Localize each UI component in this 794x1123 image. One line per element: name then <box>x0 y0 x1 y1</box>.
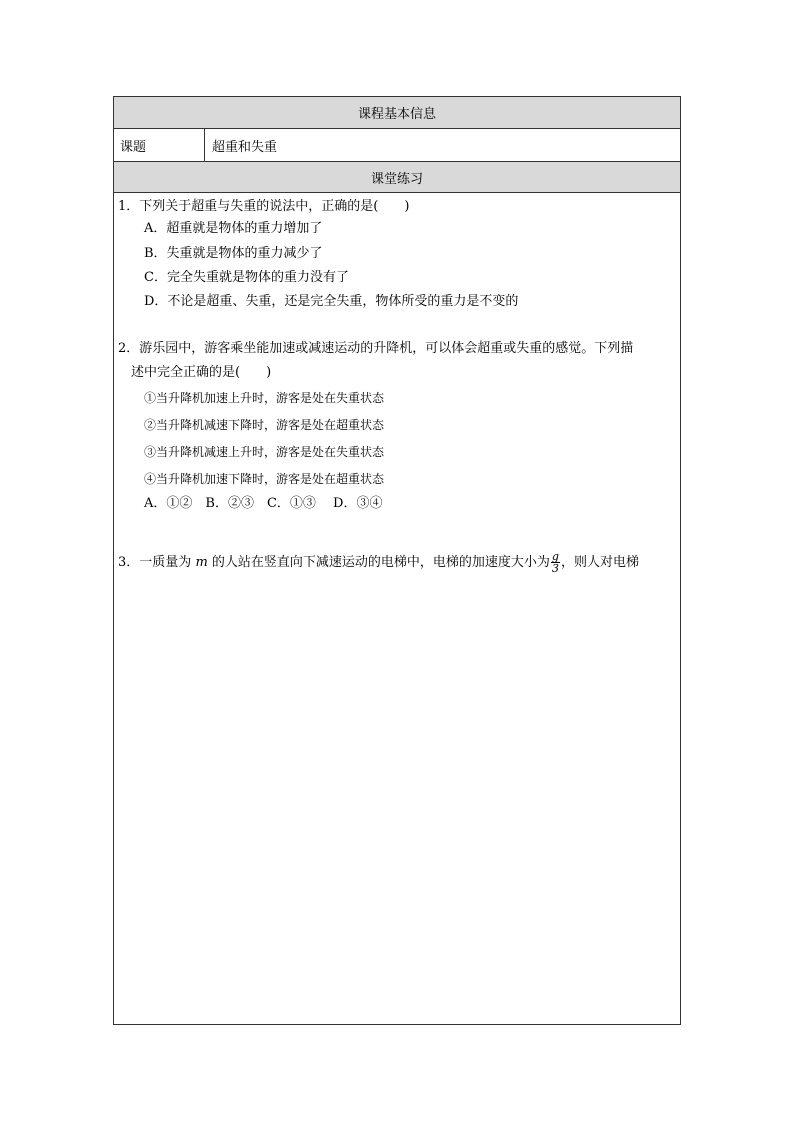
mass-symbol: m <box>195 555 208 570</box>
question-2-stem-continued: 述中完全正确的是( ) <box>131 365 272 380</box>
question-text: 游乐园中，游客乘坐能加速或减速运动的升降机，可以体会超重或失重的感觉。下列描 <box>139 341 634 356</box>
q2-statement-4: ④当升降机加速下降时，游客是处在超重状态 <box>144 472 385 486</box>
fraction-numerator: g <box>551 550 559 563</box>
question-text-part1: 一质量为 <box>139 555 192 570</box>
q1-option-b: B．失重就是物体的重力减少了 <box>144 246 323 261</box>
q2-statement-3: ③当升降机减速上升时，游客是处在失重状态 <box>144 445 385 459</box>
fraction-denominator: 3 <box>551 562 559 575</box>
exercise-content <box>118 194 676 1024</box>
question-text-part3: ，则人对电梯 <box>560 555 639 570</box>
q1-option-a: A．超重就是物体的重力增加了 <box>144 221 323 236</box>
question-text: 下列关于超重与失重的说法中，正确的是( ) <box>139 199 410 214</box>
worksheet-table <box>113 96 681 1025</box>
section-title: 课堂练习 <box>370 171 423 187</box>
q2-choices: A．①② B．②③ C．①③ D．③④ <box>144 496 383 511</box>
question-1-stem <box>118 196 409 218</box>
q2-statement-1: ①当升降机加速上升时，游客是处在失重状态 <box>144 391 385 405</box>
section-header-exercises <box>114 161 680 193</box>
question-number: 3． <box>118 555 140 570</box>
question-text-part2: 的人站在竖直向下减速运动的电梯中，电梯的加速度大小为 <box>211 555 550 570</box>
question-2-stem <box>118 338 633 360</box>
question-number: 1． <box>118 199 140 214</box>
topic-value: 超重和失重 <box>212 139 278 155</box>
question-number: 2． <box>118 341 140 356</box>
topic-label: 课题 <box>114 129 205 161</box>
topic-row <box>114 129 680 161</box>
q1-option-c: C．完全失重就是物体的重力没有了 <box>144 270 349 285</box>
q2-statement-2: ②当升降机减速下降时，游客是处在超重状态 <box>144 418 385 432</box>
question-3-stem <box>118 551 639 574</box>
acceleration-fraction <box>551 551 560 574</box>
section-title: 课程基本信息 <box>357 107 436 122</box>
q1-option-d: D．不论是超重、失重，还是完全失重，物体所受的重力是不变的 <box>144 294 519 309</box>
section-header-basic-info <box>114 97 680 129</box>
